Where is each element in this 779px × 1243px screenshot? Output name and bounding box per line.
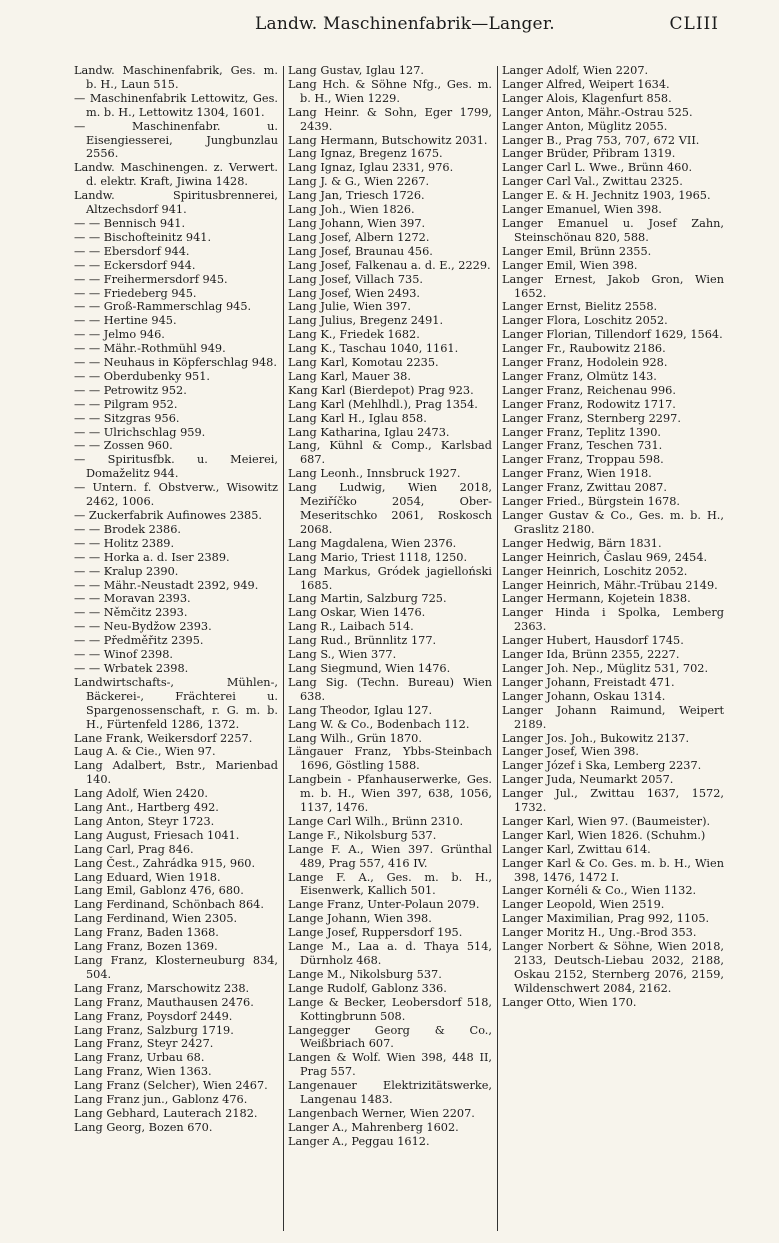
directory-entry: — — Mähr.-Rothmühl 949. — [74, 342, 226, 356]
directory-entry: — — Ebersdorf 944. — [74, 244, 190, 258]
directory-entry: Langer Franz, Troppau 598. — [502, 453, 664, 467]
directory-entry: Lange F., Nikolsburg 537. — [288, 828, 437, 842]
directory-entry: Lange Rudolf, Gablonz 336. — [288, 981, 447, 995]
directory-entry: — — Oberdubenky 951. — [74, 369, 211, 383]
directory-entry: Laug A. & Cie., Wien 97. — [74, 745, 216, 759]
directory-entry: Lang Markus, Gródek jagielloński 1685. — [288, 564, 492, 592]
directory-entry: Langegger Georg & Co., Weißbriach 607. — [288, 1023, 492, 1051]
directory-entry: Lang Rud., Brünnlitz 177. — [288, 634, 437, 648]
directory-entry: Langer Heinrich, Mähr.-Trübau 2149. — [502, 578, 718, 592]
directory-entry: Langer Emanuel, Wien 398. — [502, 203, 662, 217]
directory-entry: Langer Józef i Ska, Lemberg 2237. — [502, 759, 702, 773]
directory-entry: — — Winof 2398. — [74, 648, 173, 662]
directory-entry: Lang Mario, Triest 1118, 1250. — [288, 550, 468, 564]
running-head: Landw. Maschinenfabrik—Langer. — [255, 14, 555, 34]
directory-entry: Lang Franz, Mauthausen 2476. — [74, 995, 254, 1009]
directory-entry: Langen & Wolf. Wien 398, 448 II, Prag 557. — [288, 1051, 492, 1079]
directory-entry: Lang K., Taschau 1040, 1161. — [288, 342, 459, 356]
directory-entry: Lang, Kühnl & Comp., Karlsbad 687. — [288, 439, 492, 467]
directory-entry: Lang Georg, Bozen 670. — [74, 1120, 213, 1134]
directory-entry: Lang Jan, Triesch 1726. — [288, 189, 425, 203]
directory-entry: Lang Theodor, Iglau 127. — [288, 703, 433, 717]
directory-entry: Lang Karl H., Iglau 858. — [288, 411, 427, 425]
directory-entry: Lange Carl Wilh., Brünn 2310. — [288, 814, 464, 828]
directory-entry: — — Eckersdorf 944. — [74, 258, 196, 272]
directory-entry: Langer Emil, Brünn 2355. — [502, 244, 652, 258]
directory-entry: Lang Josef, Villach 735. — [288, 272, 423, 286]
directory-entry: Langenbach Werner, Wien 2207. — [288, 1106, 475, 1120]
directory-entry: Langer Hinda i Spolka, Lemberg 2363. — [502, 606, 724, 634]
directory-entry: Langer Hermann, Kojetein 1838. — [502, 592, 691, 606]
directory-entry: Langer Ernest, Jakob Gron, Wien 1652. — [502, 272, 724, 300]
directory-entry: Langer Carl L. Wwe., Brünn 460. — [502, 161, 693, 175]
directory-entry: Langer Jul., Zwittau 1637, 1572, 1732. — [502, 787, 724, 815]
directory-entry: Langer Florian, Tillendorf 1629, 1564. — [502, 328, 723, 342]
directory-entry: Lange F. A., Wien 397. Grünthal 489, Prag 557, 416 IV. — [288, 842, 492, 870]
directory-entry: Langer Franz, Teschen 731. — [502, 439, 663, 453]
directory-entry: Lang Emil, Gablonz 476, 680. — [74, 884, 244, 898]
directory-entry: Lang K., Friedek 1682. — [288, 328, 420, 342]
directory-entry: — — Jelmo 946. — [74, 328, 165, 342]
directory-entry: Lang R., Laibach 514. — [288, 620, 414, 634]
directory-entry: Langer Joh. Nep., Müglitz 531, 702. — [502, 661, 709, 675]
directory-entry: Langer Karl & Co. Ges. m. b. H., Wien 398, 1476, 1472 I. — [502, 856, 724, 884]
directory-entry: Langer Juda, Neumarkt 2057. — [502, 773, 674, 787]
directory-entry: Lang Martin, Salzburg 725. — [288, 592, 447, 606]
directory-entry: Lang Čest., Zahrádka 915, 960. — [74, 856, 256, 870]
directory-entry: Langer Heinrich, Časlau 969, 2454. — [502, 550, 708, 564]
directory-entry: Langer Alfred, Weipert 1634. — [502, 77, 670, 91]
directory-entry: Kang Karl (Bierdepot) Prag 923. — [288, 383, 474, 397]
directory-entry: — Untern. f. Obstverw., Wisowitz 2462, 1006. — [74, 481, 278, 509]
directory-entry: Langer Emanuel u. Josef Zahn, Steinschönau 820, 588. — [502, 216, 724, 244]
directory-entry: — — Friedeberg 945. — [74, 286, 197, 300]
directory-entry: Lange M., Nikolsburg 537. — [288, 967, 442, 981]
directory-entry: Lang Ignaz, Iglau 2331, 976. — [288, 161, 454, 175]
directory-entry: Lang Magdalena, Wien 2376. — [288, 536, 457, 550]
directory-entry: Langbein - Pfanhauserwerke, Ges. m. b. H., Wien 397, 638, 1056, 1137, 1476. — [288, 773, 492, 815]
directory-entry: — — Neuhaus in Köpferschlag 948. — [74, 356, 277, 370]
directory-entry: Lang Julie, Wien 397. — [288, 300, 411, 314]
directory-entry: Langer Josef, Wien 398. — [502, 745, 639, 759]
directory-entry: Langer Franz, Hodolein 928. — [502, 356, 668, 370]
directory-entry: Lange Josef, Ruppersdorf 195. — [288, 926, 463, 940]
directory-entry: Lang Anton, Steyr 1723. — [74, 814, 215, 828]
directory-entry: Lang Oskar, Wien 1476. — [288, 606, 426, 620]
directory-entry: Langer B., Prag 753, 707, 672 VII. — [502, 133, 700, 147]
directory-entry: Langer Franz, Zwittau 2087. — [502, 481, 667, 495]
directory-entry: Langer Norbert & Söhne, Wien 2018, 2133, Deutsch-Liebau 2032, 2188, Oskau 2152, Sternberg 2076, 2159, Wildenschwert 2084, 2162. — [502, 940, 724, 995]
directory-entry: Lang Josef, Braunau 456. — [288, 244, 433, 258]
directory-entry: Lang Franz, Wien 1363. — [74, 1065, 212, 1079]
directory-entry: — — Horka a. d. Iser 2389. — [74, 550, 230, 564]
directory-entry: Langer Jos. Joh., Bukowitz 2137. — [502, 731, 690, 745]
directory-entry: — — Hertine 945. — [74, 314, 177, 328]
directory-entry: Lang Hermann, Butschowitz 2031. — [288, 133, 488, 147]
directory-entry: Lang Wilh., Grün 1870. — [288, 731, 422, 745]
directory-entry: Lang Ludwig, Wien 2018, Meziříčko 2054, Ober-Meseritschko 2061, Roskosch 2068. — [288, 481, 492, 536]
directory-entry: Langer Moritz H., Ung.-Brod 353. — [502, 926, 697, 940]
directory-entry: Lang Gustav, Iglau 127. — [288, 64, 424, 77]
directory-columns — [74, 64, 724, 1234]
directory-entry: Langer Ernst, Bielitz 2558. — [502, 300, 658, 314]
column-2 — [288, 64, 492, 1234]
directory-entry: — Maschinenfabr. u. Eisengiesserei, Jungbunzlau 2556. — [74, 119, 278, 161]
directory-entry: — — Holitz 2389. — [74, 536, 175, 550]
directory-entry: — — Bischofteinitz 941. — [74, 230, 212, 244]
directory-entry: Lang Carl, Prag 846. — [74, 842, 194, 856]
directory-entry: Langer Flora, Loschitz 2052. — [502, 314, 668, 328]
directory-entry: Langer Alois, Klagenfurt 858. — [502, 91, 672, 105]
column-1 — [74, 64, 278, 1234]
directory-entry: Lange Franz, Unter-Polaun 2079. — [288, 898, 480, 912]
page-number: CLIII — [669, 14, 719, 34]
directory-entry: Lange M., Laa a. d. Thaya 514, Dürnholz 468. — [288, 940, 492, 967]
directory-entry: — — Neu-Bydžow 2393. — [74, 620, 212, 634]
directory-entry: Langer Anton, Mähr.-Ostrau 525. — [502, 105, 693, 119]
directory-entry: Lang Franz, Salzburg 1719. — [74, 1023, 234, 1037]
directory-entry: Lang Ant., Hartberg 492. — [74, 801, 219, 815]
directory-entry: — Zuckerfabrik Aufinowes 2385. — [74, 509, 262, 522]
directory-entry: Langer Leopold, Wien 2519. — [502, 898, 665, 912]
directory-entry: Langer Hedwig, Bärn 1831. — [502, 536, 662, 550]
column-3 — [502, 64, 724, 1234]
directory-entry: Lang Johann, Wien 397. — [288, 216, 426, 230]
directory-entry: Landw. Maschinenfabrik, Ges. m. b. H., Laun 515. — [74, 64, 278, 91]
directory-entry: — — Groß-Rammerschlag 945. — [74, 300, 252, 314]
directory-entry: Langer Gustav & Co., Ges. m. b. H., Graslitz 2180. — [502, 509, 724, 536]
directory-entry: Langer Franz, Olmütz 143. — [502, 369, 657, 383]
directory-entry: Lang Karl, Mauer 38. — [288, 369, 411, 383]
directory-entry: Langer Franz, Teplitz 1390. — [502, 425, 662, 439]
directory-entry: Längauer Franz, Ybbs-Steinbach 1696, Göstling 1588. — [288, 745, 492, 773]
directory-entry: Langer A., Mahrenberg 1602. — [288, 1120, 459, 1134]
directory-entry: — — Ulrichschlag 959. — [74, 425, 206, 439]
directory-entry: — — Pilgram 952. — [74, 397, 178, 411]
directory-entry: Lang Adolf, Wien 2420. — [74, 787, 209, 801]
directory-entry: Langer Fried., Bürgstein 1678. — [502, 495, 681, 509]
directory-entry: Langer Karl, Zwittau 614. — [502, 842, 651, 856]
directory-entry: Lang August, Friesach 1041. — [74, 828, 240, 842]
directory-entry: Langer E. & H. Jechnitz 1903, 1965. — [502, 189, 711, 203]
directory-entry: Lang W. & Co., Bodenbach 112. — [288, 717, 470, 731]
directory-entry: Lang Sig. (Techn. Bureau) Wien 638. — [288, 675, 492, 703]
directory-entry: Lang J. & G., Wien 2267. — [288, 175, 430, 189]
directory-entry: — — Sitzgras 956. — [74, 411, 180, 425]
directory-entry: Lang Ferdinand, Wien 2305. — [74, 912, 238, 926]
directory-entry: — Maschinenfabrik Lettowitz, Ges. m. b. H., Lettowitz 1304, 1601. — [74, 91, 278, 119]
directory-entry: Lang Josef, Wien 2493. — [288, 286, 421, 300]
directory-entry: Langer Franz, Reichenau 996. — [502, 383, 676, 397]
directory-entry: — — Bennisch 941. — [74, 216, 186, 230]
directory-entry: Lang Ferdinand, Schönbach 864. — [74, 898, 264, 912]
page-header — [70, 14, 719, 40]
directory-entry: Lange Johann, Wien 398. — [288, 912, 432, 926]
directory-entry: Lang Franz, Steyr 2427. — [74, 1037, 214, 1051]
directory-entry: Langer Carl Val., Zwittau 2325. — [502, 175, 683, 189]
directory-entry: Lang Adalbert, Bstr., Marienbad 140. — [74, 759, 278, 787]
directory-entry: Langer Ida, Brünn 2355, 2227. — [502, 648, 680, 662]
directory-entry: Langer Emil, Wien 398. — [502, 258, 638, 272]
directory-entry: Langer Franz, Sternberg 2297. — [502, 411, 681, 425]
directory-entry: Lang Siegmund, Wien 1476. — [288, 661, 451, 675]
directory-entry: — — Kralup 2390. — [74, 564, 179, 578]
directory-entry: Lang Franz, Poysdorf 2449. — [74, 1009, 233, 1023]
directory-entry: Lang Gebhard, Lauterach 2182. — [74, 1106, 258, 1120]
directory-entry: Landw. Spiritusbrennerei, Altzechsdorf 941. — [74, 189, 278, 217]
directory-entry: Lang Franz, Urbau 68. — [74, 1051, 205, 1065]
directory-entry: Lange & Becker, Leobersdorf 518, Kottingbrunn 508. — [288, 995, 492, 1023]
directory-entry: Lang Franz jun., Gablonz 476. — [74, 1093, 248, 1107]
directory-entry: Lang Franz, Marschowitz 238. — [74, 981, 250, 995]
directory-entry: Langer Franz, Rodowitz 1717. — [502, 397, 676, 411]
directory-entry: — — Moravan 2393. — [74, 592, 191, 606]
directory-entry: Lang Hch. & Söhne Nfg., Ges. m. b. H., Wien 1229. — [288, 77, 492, 105]
directory-entry: Lang Eduard, Wien 1918. — [74, 870, 221, 884]
directory-entry: Langer Brüder, Přibram 1319. — [502, 147, 676, 161]
directory-entry: Lang Franz, Klosterneuburg 834, 504. — [74, 954, 278, 981]
directory-entry: Langer Hubert, Hausdorf 1745. — [502, 634, 684, 648]
directory-entry: Langenauer Elektrizitätswerke, Langenau 1483. — [288, 1079, 492, 1107]
directory-entry: — — Freihermersdorf 945. — [74, 272, 228, 286]
directory-entry: Landwirtschafts-, Mühlen-, Bäckerei-, Frächterei u. Spargenossenschaft, r. G. m. b. H., Fürtenfeld 1286, 1372. — [74, 675, 278, 731]
directory-entry: — — Zossen 960. — [74, 439, 173, 453]
directory-entry: Lang Karl, Komotau 2235. — [288, 356, 439, 370]
directory-entry: Langer Kornéli & Co., Wien 1132. — [502, 884, 697, 898]
directory-entry: Lane Frank, Weikersdorf 2257. — [74, 731, 253, 745]
directory-entry: Lang Joh., Wien 1826. — [288, 203, 415, 217]
directory-entry: Langer Anton, Müglitz 2055. — [502, 119, 668, 133]
directory-entry: Lange F. A., Ges. m. b. H., Eisenwerk, Kallich 501. — [288, 870, 492, 898]
directory-entry: — — Wrbatek 2398. — [74, 661, 189, 675]
directory-entry: Langer Johann Raimund, Weipert 2189. — [502, 703, 724, 731]
directory-entry: Langer Johann, Freistadt 471. — [502, 675, 675, 689]
directory-entry: Langer Otto, Wien 170. — [502, 995, 637, 1009]
directory-entry: Lang Heinr. & Sohn, Eger 1799, 2439. — [288, 105, 492, 133]
directory-entry: Langer Maximilian, Prag 992, 1105. — [502, 912, 710, 926]
directory-entry: Lang Franz, Baden 1368. — [74, 926, 219, 940]
directory-entry: Langer Adolf, Wien 2207. — [502, 64, 649, 77]
directory-entry: Lang Josef, Albern 1272. — [288, 230, 430, 244]
directory-entry: Lang Karl (Mehlhdl.), Prag 1354. — [288, 397, 478, 411]
directory-entry: Lang Ignaz, Bregenz 1675. — [288, 147, 443, 161]
directory-entry: Langer Heinrich, Loschitz 2052. — [502, 564, 688, 578]
directory-entry: Lang Franz, Bozen 1369. — [74, 940, 218, 954]
directory-entry: — — Němčitz 2393. — [74, 606, 188, 620]
directory-entry: — Spiritusfbk. u. Meierei, Domaželitz 944. — [74, 453, 278, 481]
directory-entry: Lang Julius, Bregenz 2491. — [288, 314, 444, 328]
directory-entry: Langer Karl, Wien 1826. (Schuhm.) — [502, 828, 706, 842]
directory-entry: Langer Franz, Wien 1918. — [502, 467, 652, 481]
directory-entry: Langer Fr., Raubowitz 2186. — [502, 342, 666, 356]
directory-entry: Langer A., Peggau 1612. — [288, 1134, 430, 1148]
directory-entry: Lang Katharina, Iglau 2473. — [288, 425, 450, 439]
directory-entry: Langer Karl, Wien 97. (Baumeister). — [502, 814, 711, 828]
directory-entry: — — Brodek 2386. — [74, 522, 181, 536]
directory-entry: Landw. Maschinengen. z. Verwert. d. elektr. Kraft, Jiwina 1428. — [74, 161, 278, 189]
directory-entry: Lang Franz (Selcher), Wien 2467. — [74, 1079, 268, 1093]
column-rule — [497, 66, 498, 1231]
column-rule — [283, 66, 284, 1231]
directory-entry: Lang Leonh., Innsbruck 1927. — [288, 467, 461, 481]
directory-entry: — — Mähr.-Neustadt 2392, 949. — [74, 578, 259, 592]
directory-entry: — — Předměřitz 2395. — [74, 634, 204, 648]
directory-entry: Lang Josef, Falkenau a. d. E., 2229. — [288, 258, 491, 272]
directory-entry: Lang S., Wien 377. — [288, 648, 397, 662]
directory-entry: — — Petrowitz 952. — [74, 383, 187, 397]
directory-entry: Langer Johann, Oskau 1314. — [502, 689, 666, 703]
